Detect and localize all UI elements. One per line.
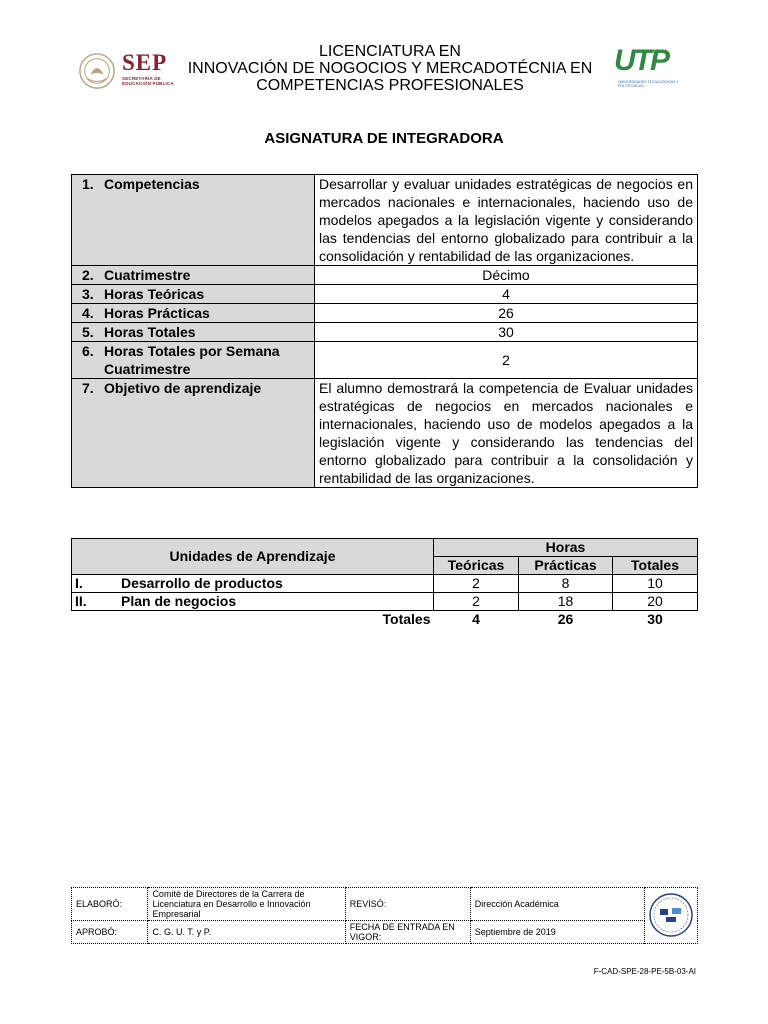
elaboro-value: Comité de Directores de la Carrera de Licenciatura en Desarrollo e Innovación Empresarial: [148, 888, 345, 921]
institution-seal: [645, 888, 698, 944]
reviso-value: Dirección Académica: [470, 888, 645, 921]
table-row: [72, 266, 698, 285]
info-label: 6. Horas Totales por Semana Cuatrimestre: [72, 342, 315, 379]
aprobo-label: APROBÓ:: [72, 921, 148, 944]
table-row: [72, 575, 698, 593]
aprobo-value: C. G. U. T. y P.: [148, 921, 345, 944]
teoricas-column-header: Teóricas: [434, 557, 519, 575]
program-title-line: LICENCIATURA EN: [319, 43, 461, 60]
table-row: [72, 379, 698, 488]
institution-seal-icon: [648, 892, 694, 938]
program-title: [180, 43, 600, 94]
info-label: 4. Horas Prácticas: [72, 304, 315, 323]
total-teoricas: 4: [472, 611, 480, 627]
fecha-label: FECHA DE ENTRADA EN VIGOR:: [345, 921, 470, 944]
info-value: Desarrollar y evaluar unidades estratégicas de negocios en mercados nacionales e internacionales, haciendo uso de modelos apegados a la legislación vigente y considerando las tendencias del entorno globalizado para contribuir a la consolidación y rentabilidad de las organizaciones.: [315, 175, 698, 266]
utp-logo-subtitle: UNIVERSIDADES TECNOLÓGICAS Y POLITÉCNICAS: [618, 80, 679, 88]
unit-totales: 10: [613, 575, 698, 593]
unit-teoricas: 2: [434, 593, 519, 611]
table-row: [72, 304, 698, 323]
info-label: 1. Competencias: [72, 175, 315, 266]
info-label: 5. Horas Totales: [72, 323, 315, 342]
totales-column-header: Totales: [613, 557, 698, 575]
units-column-header: Unidades de Aprendizaje: [72, 539, 434, 575]
total-practicas: 26: [557, 611, 574, 627]
info-label: 3. Horas Teóricas: [72, 285, 315, 304]
hours-column-header: Horas: [434, 539, 698, 557]
unit-totales: 20: [613, 593, 698, 611]
info-value: 4: [315, 285, 698, 304]
totals-label: Totales: [382, 611, 431, 627]
info-value: 2: [315, 342, 698, 379]
unit-name: I. Desarrollo de productos: [72, 575, 434, 593]
total-totales: 30: [647, 611, 663, 627]
utp-logo: [614, 44, 686, 96]
info-value: 26: [315, 304, 698, 323]
practicas-column-header: Prácticas: [519, 557, 613, 575]
info-value: 30: [315, 323, 698, 342]
info-value: Décimo: [315, 266, 698, 285]
program-title-line: INNOVACIÓN DE NOGOCIOS Y MERCADOTÉCNIA EN: [187, 60, 593, 77]
sep-logo-subtitle: SECRETARÍA DE EDUCACIÓN PÚBLICA: [122, 76, 174, 86]
unit-practicas: 8: [519, 575, 613, 593]
unit-name: II. Plan de negocios: [72, 593, 434, 611]
program-title-line: COMPETENCIAS PROFESIONALES: [256, 77, 524, 94]
page-title: ASIGNATURA DE INTEGRADORA: [264, 130, 504, 147]
elaboro-label: ELABORÓ:: [72, 888, 148, 921]
table-row: [72, 175, 698, 266]
sep-logo: [78, 50, 178, 94]
subject-info-table: [71, 174, 698, 488]
table-row: [72, 323, 698, 342]
approval-footer-table: [71, 887, 698, 944]
fecha-value: Septiembre de 2019: [470, 921, 645, 944]
unit-teoricas: 2: [434, 575, 519, 593]
info-label: 7. Objetivo de aprendizaje: [72, 379, 315, 488]
utp-logo-text: UTP: [614, 44, 668, 77]
table-row: [72, 285, 698, 304]
unit-practicas: 18: [519, 593, 613, 611]
table-row: [72, 888, 698, 921]
totals-row: [72, 611, 698, 629]
info-label: 2. Cuatrimestre: [72, 266, 315, 285]
learning-units-table: [71, 538, 698, 628]
table-header-row: [72, 539, 698, 557]
info-value: El alumno demostrará la competencia de Evaluar unidades estratégicas de negocios en mercados nacionales e internacionales, haciendo uso de modelos apegados a la legislación vigente y considerando las tendencias del entorno globalizado para contribuir a la consolidación y rentabilidad de las organizaciones.: [315, 379, 698, 488]
table-row: [72, 342, 698, 379]
document-code: F-CAD-SPE-28-PE-5B-03-AI: [593, 967, 696, 976]
mexico-seal-icon: [78, 52, 116, 90]
sep-logo-text: SEP: [122, 50, 168, 75]
table-row: [72, 593, 698, 611]
reviso-label: REVISÓ:: [345, 888, 470, 921]
table-row: [72, 921, 698, 944]
